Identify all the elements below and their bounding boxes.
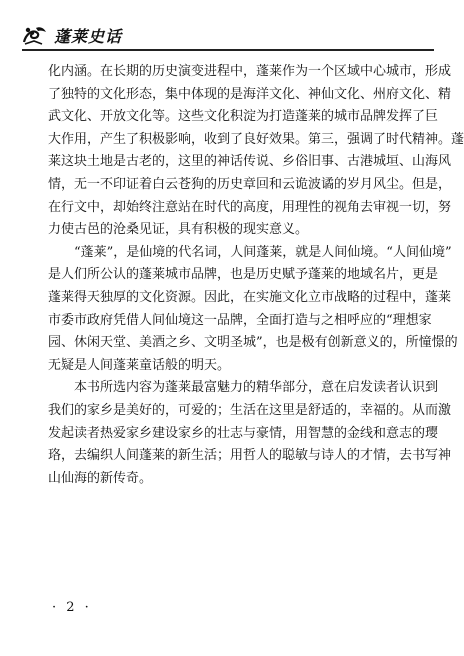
text-line: 本书所选内容为蓬莱最富魅力的精华部分，意在启发读者认识到 (74, 380, 439, 396)
paragraph-2 (48, 242, 458, 378)
book-title: 蓬莱史话 (54, 27, 123, 46)
text-line: 化内涵。在长期的历史演变进程中，蓬莱作为一个区域中心城市，形成 (48, 64, 452, 79)
text-line: 发起读者热爱家乡建设家乡的壮志与豪情，用智慧的金线和意志的璎 (48, 425, 439, 441)
text-line: 了独特的文化形态，集中体现的是海洋文化、神仙文化、州府文化、精 (48, 86, 452, 102)
text-line: 武文化、开放文化等。这些文化积淀为打造蓬莱的城市品牌发挥了巨 (48, 109, 439, 125)
text-line: 情，无一不印证着白云苍狗的历史章回和云诡波谲的岁月风尘。但是， (48, 176, 452, 192)
text-line: 无疑是人间蓬莱童话般的明天。 (48, 357, 231, 373)
text-line: 是人们所公认的蓬莱城市品牌，也是历史赋予蓬莱的地域名片，更是 (48, 267, 439, 283)
header-rule (22, 49, 434, 51)
paragraph-3 (48, 377, 452, 490)
text-line: 大作用，产生了积极影响，收到了良好效果。第三，强调了时代精神。蓬 (48, 131, 464, 147)
text-line: 力使古邑的沧桑见证，具有积极的现实意义。 (48, 222, 309, 238)
paragraph-1 (48, 61, 464, 242)
text-line: 在行文中，却始终注意站在时代的高度，用理性的视角去审视一切，努 (48, 199, 452, 215)
text-line: 珞，去编织人间蓬莱的新生活；用哲人的聪敏与诗人的才情，去书写神 (48, 448, 452, 464)
body-text (48, 61, 464, 490)
text-line: 园、休闲天堂、美酒之乡、文明圣城”，也是极有创新意义的，所憧憬的 (48, 335, 458, 351)
text-line: 莱这块土地是古老的，这里的神话传说、乡俗旧事、古港城垣、山海风 (48, 154, 452, 170)
text-line: 市委市政府凭借人间仙境这一品牌，全面打造与之相呼应的“理想家 (48, 312, 432, 328)
text-line: 蓬莱得天独厚的文化资源。因此，在实施文化立市战略的过程中，蓬莱 (48, 289, 452, 305)
text-line: 我们的家乡是美好的，可爱的；生活在这里是舒适的，幸福的。从而激 (48, 402, 452, 418)
decorative-emblem-icon (22, 24, 48, 46)
running-header (22, 22, 434, 52)
page-number: · 2 · (52, 600, 92, 615)
text-line: “蓬莱”，是仙境的代名词，人间蓬莱，就是人间仙境。“人间仙境” (74, 244, 452, 260)
text-line: 山仙海的新传奇。 (48, 470, 153, 486)
